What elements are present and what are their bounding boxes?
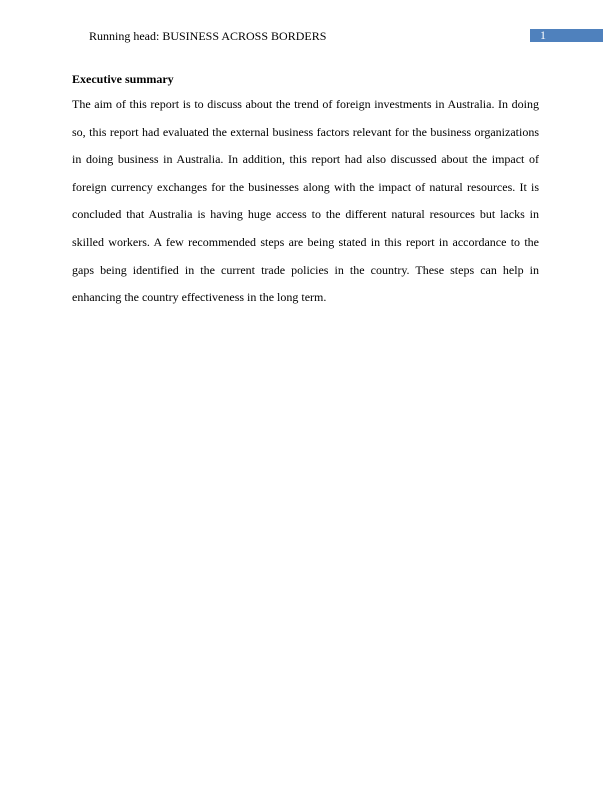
paragraph-line: concluded that Australia is having huge access to the different natural resources but lacks in [72, 207, 539, 222]
paragraph-line: gaps being identified in the current trade policies in the country. These steps can help in [72, 262, 539, 277]
running-head: Running head: BUSINESS ACROSS BORDERS [89, 29, 327, 43]
paragraph-line: foreign currency exchanges for the businesses along with the impact of natural resources. It is [72, 179, 539, 194]
paragraph-line: The aim of this report is to discuss about the trend of foreign investments in Australia. In doing [72, 97, 539, 111]
paragraph-line: so, this report had evaluated the external business factors relevant for the business organizations [72, 124, 539, 139]
page-number: 1 [540, 28, 546, 42]
paragraph-line: in doing business in Australia. In addition, this report had also discussed about the impact of [72, 152, 539, 167]
page-number-bar [530, 29, 603, 42]
body-paragraph [72, 91, 539, 312]
paragraph-line: skilled workers. A few recommended steps are being stated in this report in accordance to the [72, 234, 539, 249]
paragraph-line: enhancing the country effectiveness in the long term. [72, 290, 327, 305]
section-heading: Executive summary [72, 72, 174, 86]
